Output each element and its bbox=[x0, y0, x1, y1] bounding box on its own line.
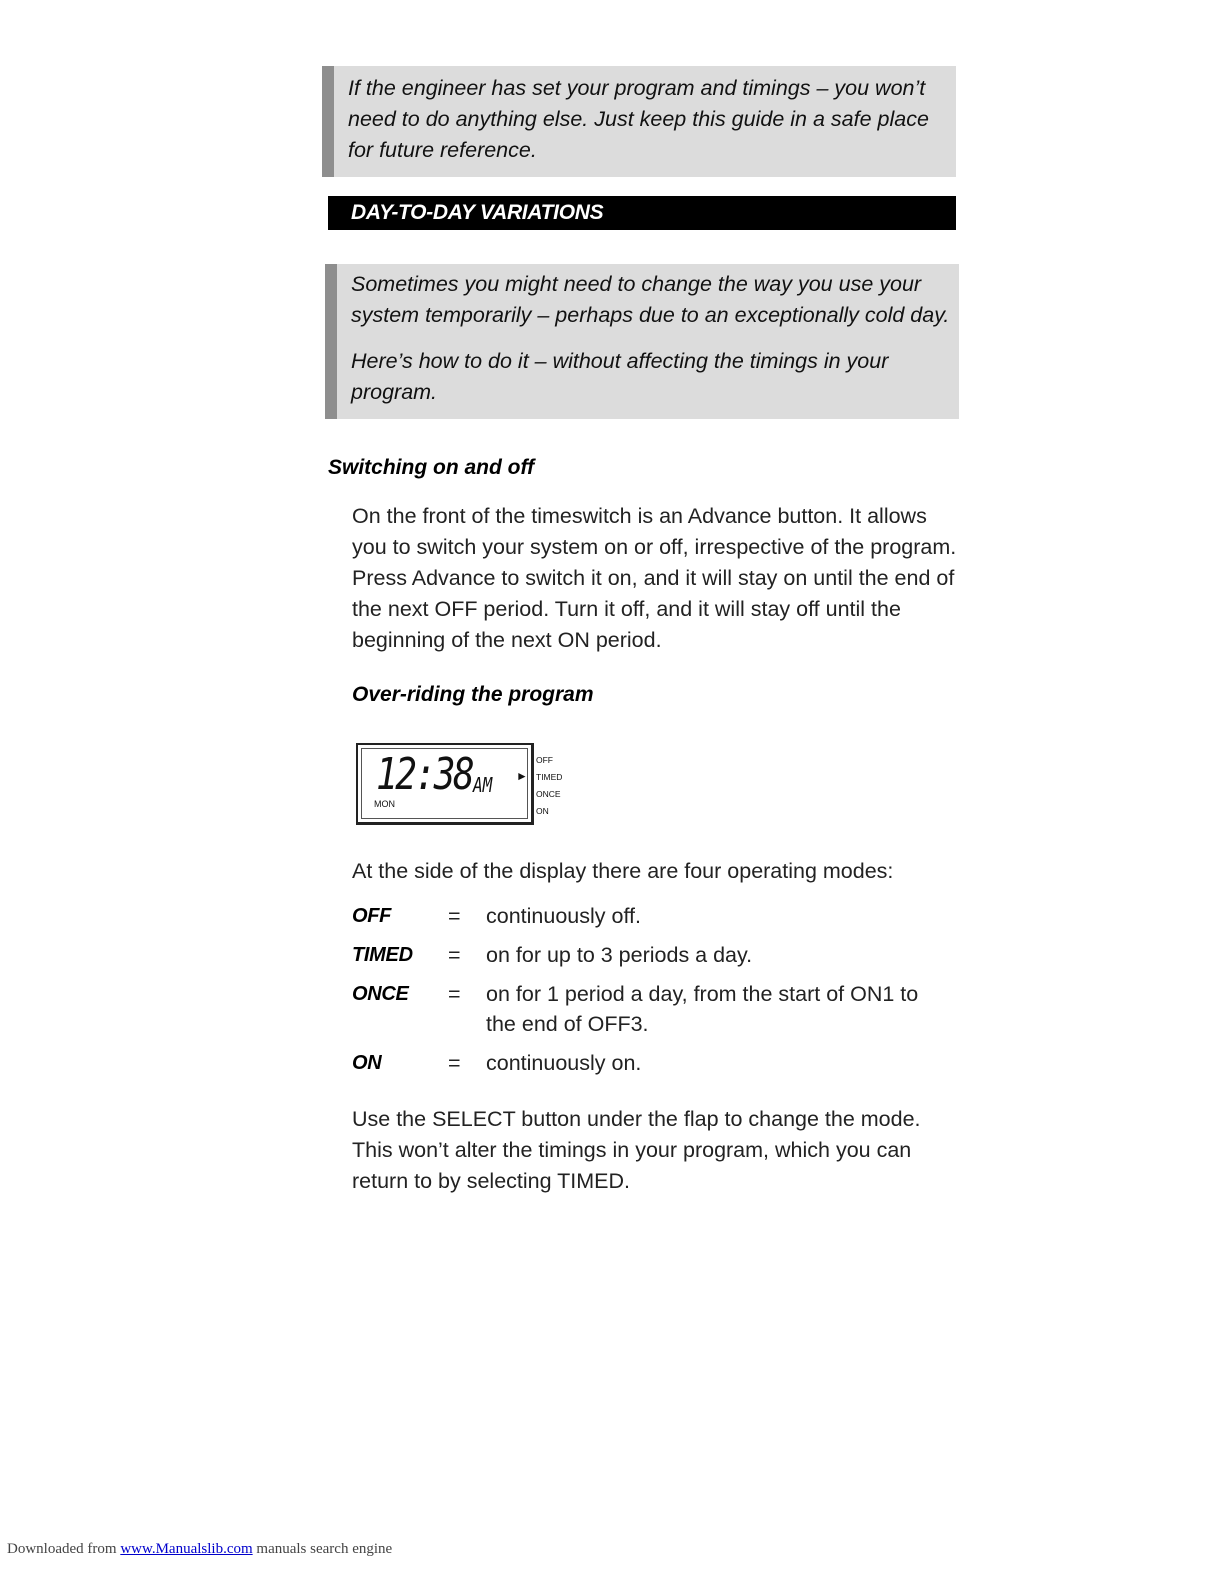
modes-intro: At the side of the display there are four operating modes: bbox=[352, 859, 894, 883]
mode-pointer-icon: ► bbox=[516, 769, 528, 783]
mode-term: OFF bbox=[352, 905, 392, 927]
mode-definition-row bbox=[352, 979, 952, 1048]
display-time: 12:38 bbox=[376, 749, 473, 800]
advance-paragraph: On the front of the timeswitch is an Advance button. It allows you to switch your system on or off, irrespective of the program. Press Advance to switch it on, and it will stay on until the end of the next OFF period. Turn it off, and it will stay off until the beginning of the next ON period. bbox=[352, 504, 957, 652]
mode-description: continuously off. bbox=[486, 904, 641, 928]
select-paragraph: Use the SELECT button under the flap to change the mode. This won’t alter the timings in your program, which you can return to by selecting TIMED. bbox=[352, 1107, 921, 1193]
mode-description: on for up to 3 periods a day. bbox=[486, 943, 753, 967]
equals-sign: = bbox=[448, 943, 461, 967]
variation-note bbox=[325, 264, 959, 419]
equals-sign: = bbox=[448, 1051, 461, 1075]
mode-term: ON bbox=[352, 1052, 382, 1074]
display-mode-on: ON bbox=[536, 806, 549, 816]
variation-note-text-1: Sometimes you might need to change the way you use your system temporarily – perhaps due to an exceptionally cold day. bbox=[351, 272, 950, 327]
timeswitch-display bbox=[356, 743, 534, 825]
display-mode-off: OFF bbox=[536, 755, 553, 765]
mode-description: on for 1 period a day, from the start of ON1 to the end of OFF3. bbox=[486, 982, 919, 1036]
display-mode-timed: TIMED bbox=[536, 772, 563, 782]
display-day: MON bbox=[374, 799, 395, 809]
footer-prefix: Downloaded from bbox=[7, 1541, 117, 1557]
mode-definition-row bbox=[352, 1048, 952, 1087]
mode-term: ONCE bbox=[352, 983, 409, 1005]
display-ampm: AM bbox=[473, 773, 493, 797]
intro-note-text: If the engineer has set your program and timings – you won’t need to do anything else. Just keep this guide in a safe place for future reference. bbox=[348, 76, 929, 162]
equals-sign: = bbox=[448, 904, 461, 928]
mode-definition-row bbox=[352, 901, 952, 940]
variation-note-text-2: Here’s how to do it – without affecting the timings in your program. bbox=[351, 349, 889, 404]
display-mode-labels bbox=[536, 752, 562, 820]
mode-definition-row bbox=[352, 940, 952, 979]
mode-term: TIMED bbox=[352, 944, 413, 966]
intro-note bbox=[322, 66, 956, 177]
equals-sign: = bbox=[448, 982, 461, 1006]
display-mode-once: ONCE bbox=[536, 789, 561, 799]
section-title: Switching on and off bbox=[328, 456, 535, 479]
section-banner: DAY-TO-DAY VARIATIONS bbox=[328, 196, 956, 230]
mode-definitions bbox=[352, 901, 952, 1087]
footer-suffix: manuals search engine bbox=[256, 1541, 393, 1557]
download-footer bbox=[7, 1541, 392, 1558]
subsection-title: Over-riding the program bbox=[352, 683, 594, 706]
mode-description: continuously on. bbox=[486, 1051, 642, 1075]
manualslib-link[interactable]: www.Manualslib.com bbox=[120, 1541, 253, 1557]
